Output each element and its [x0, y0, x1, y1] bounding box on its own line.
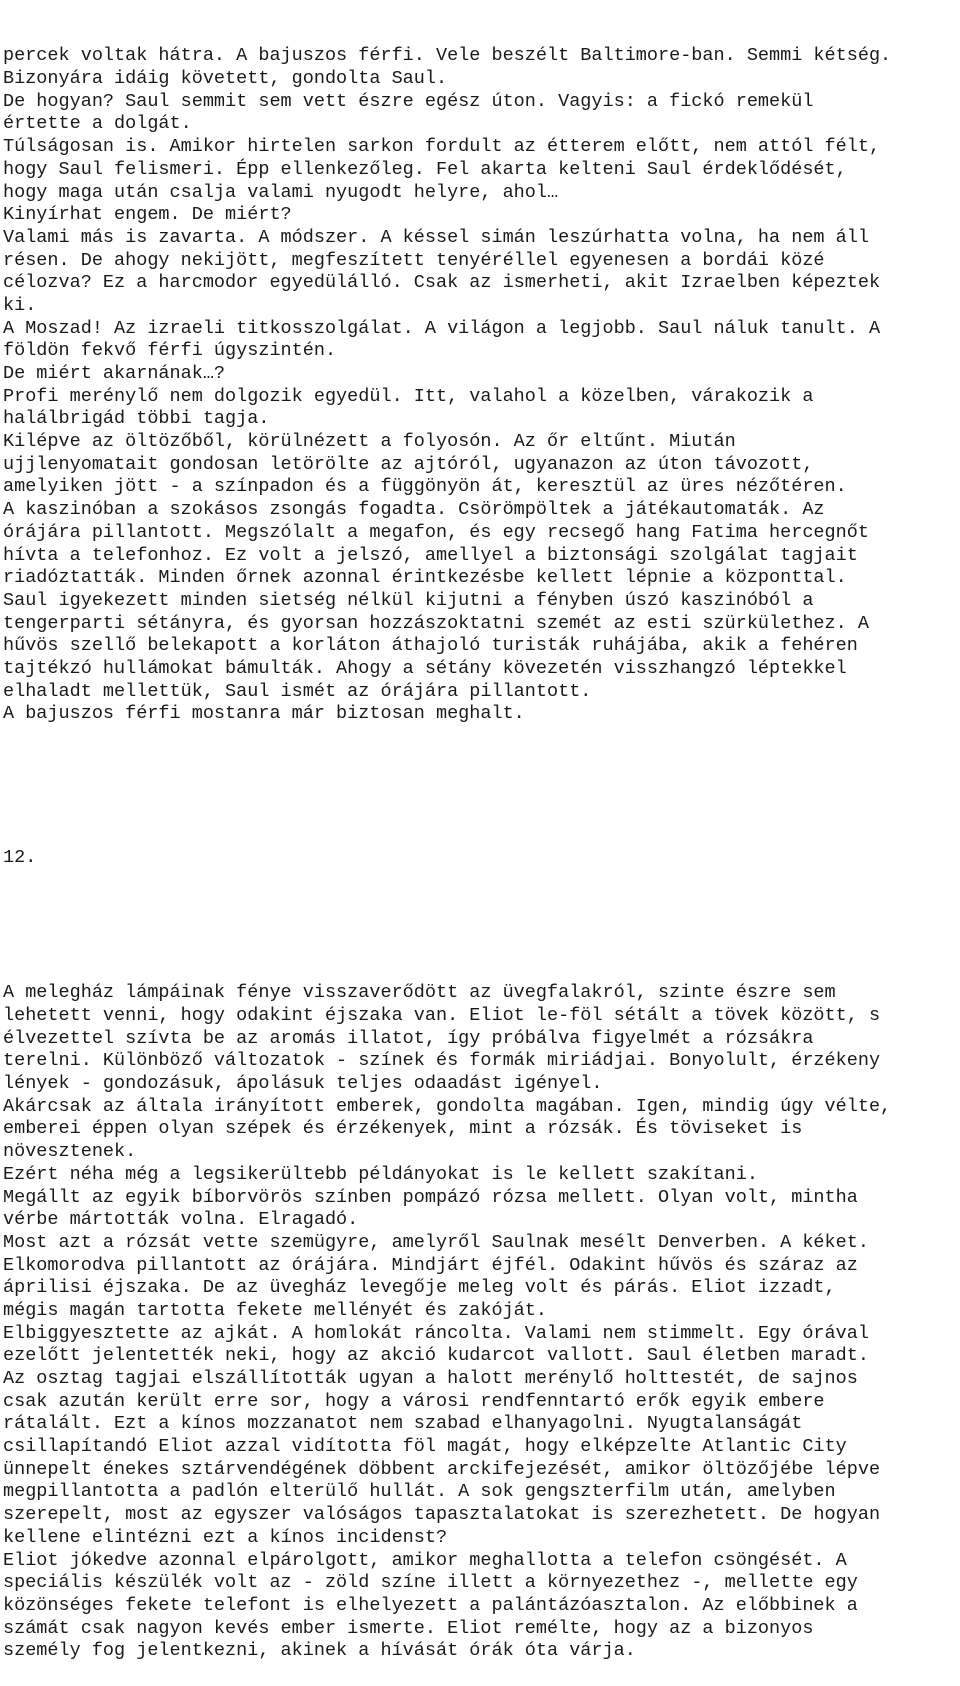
text-line: közönséges fekete telefont is elhelyezett a palántázóasztalon. Az előbbinek a — [3, 1594, 858, 1616]
spacer — [3, 915, 957, 937]
text-line: növesztenek. — [3, 1141, 137, 1163]
text-line: értette a dolgát. — [3, 113, 192, 135]
text-line: A kaszinóban a szokásos zsongás fogadta. Csörömpöltek a játékautomaták. Az — [3, 499, 825, 521]
spacer — [3, 771, 957, 801]
text-line: csillapítandó Eliot azzal vidította föl magát, hogy elképzelte Atlantic City — [3, 1436, 847, 1458]
text-line: Elbiggyesztette az ajkát. A homlokát ráncolta. Valami nem stimmelt. Egy órával — [3, 1322, 869, 1344]
text-line: Profi merénylő nem dolgozik egyedül. Itt, valahol a közelben, várakozik a — [3, 385, 814, 407]
chapter-number: 12. — [3, 846, 37, 868]
text-line: ujjlenyomatait gondosan letörölte az ajtóról, ugyanazon az úton távozott, — [3, 453, 814, 475]
text-line: számát csak nagyon kevés ember ismerte. Eliot remélte, hogy az a bizonyos — [3, 1617, 814, 1639]
text-line: hogy maga után csalja valami nyugodt helyre, ahol… — [3, 181, 559, 203]
text-line: résen. De ahogy nekijött, megfeszített tenyéréllel egyenesen a bordái közé — [3, 249, 825, 271]
text-line: Valami más is zavarta. A módszer. A késsel simán leszúrhatta volna, ha nem áll — [3, 226, 869, 248]
text-line: megpillantotta a padlón elterülő hullát. A sok gengszterfilm után, amelyben — [3, 1481, 836, 1503]
text-line: Az osztag tagjai elszállították ugyan a halott merénylő holttestét, de sajnos — [3, 1368, 858, 1390]
text-line: Eliot jókedve azonnal elpárolgott, amikor meghallotta a telefon csöngését. A — [3, 1549, 847, 1571]
text-line: amelyiken jött - a színpadon és a függönyön át, keresztül az üres nézőtéren. — [3, 476, 847, 498]
text-line: Kinyírhat engem. De miért? — [3, 204, 292, 226]
text-line: elhaladt mellettük, Saul ismét az órájára pillantott. — [3, 680, 592, 702]
text-line: vérbe mártották volna. Elragadó. — [3, 1209, 359, 1231]
text-line: mégis magán tartotta fekete mellényét és zakóját. — [3, 1299, 547, 1321]
text-line: Akárcsak az általa irányított emberek, gondolta magában. Igen, mindig úgy vélte, — [3, 1095, 892, 1117]
text-line: ünnepelt énekes sztárvendégének döbbent arckifejezését, amikor öltözőjébe lépve — [3, 1458, 881, 1480]
text-line: földön fekvő férfi úgyszintén. — [3, 340, 337, 362]
text-line: rátalált. Ezt a kínos mozzanatot nem szabad elhanyagolni. Nyugtalanságát — [3, 1413, 803, 1435]
text-line: Kilépve az öltözőből, körülnézett a folyosón. Az őr eltűnt. Miután — [3, 431, 736, 453]
text-line: Megállt az egyik bíborvörös színben pompázó rózsa mellett. Olyan volt, mintha — [3, 1186, 858, 1208]
text-line: hívta a telefonhoz. Ez volt a jelszó, amellyel a biztonsági szolgálat tagjait — [3, 544, 858, 566]
text-line: csak azután került erre sor, hogy a városi rendfenntartó erők egyik embere — [3, 1390, 825, 1412]
text-line: Saul igyekezett minden sietség nélkül kijutni a fényben úszó kaszinóból a — [3, 589, 814, 611]
text-line: De miért akarnának…? — [3, 363, 226, 385]
text-line: A Moszad! Az izraeli titkosszolgálat. A világon a legjobb. Saul náluk tanult. A — [3, 317, 881, 339]
text-line: emberei éppen olyan szépek és érzékenyek, mint a rózsák. És töviseket is — [3, 1118, 803, 1140]
text-line: lények - gondozásuk, ápolásuk teljes odaadást igényel. — [3, 1073, 603, 1095]
document-page — [3, 0, 957, 1686]
text-line: speciális készülék volt az - zöld színe illett a környezethez -, mellette egy — [3, 1572, 858, 1594]
text-line: áprilisi éjszaka. De az üvegház levegője meleg volt és párás. Eliot izzadt, — [3, 1277, 836, 1299]
text-line: hűvös szellő belekapott a korláton áthajoló turisták ruhájába, akik a fehéren — [3, 635, 858, 657]
text-line: terelni. Különböző változatok - színek és formák miriádjai. Bonyolult, érzékeny — [3, 1050, 881, 1072]
text-line: halálbrigád többi tagja. — [3, 408, 270, 430]
text-line: De hogyan? Saul semmit sem vett észre egész úton. Vagyis: a fickó remekül — [3, 90, 814, 112]
section-two — [3, 982, 957, 1663]
text-line: Ezért néha még a legsikerültebb példányokat is le kellett szakítani. — [3, 1163, 758, 1185]
text-line: Túlságosan is. Amikor hirtelen sarkon fordult az étterem előtt, nem attól félt, — [3, 136, 881, 158]
text-line: ezelőtt jelentették neki, hogy az akció kudarcot vallott. Saul életben maradt. — [3, 1345, 869, 1367]
text-line: A melegház lámpáinak fénye visszaverődött az üvegfalakról, szinte észre sem — [3, 982, 836, 1004]
text-line: szerepelt, most az egyszer valóságos tapasztalatokat is szerezhetett. De hogyan — [3, 1504, 881, 1526]
text-line: Bizonyára idáig követett, gondolta Saul. — [3, 68, 448, 90]
text-line: lehetett venni, hogy odakint éjszaka van. Eliot le-föl sétált a tövek között, s — [3, 1005, 881, 1027]
text-line: tengerparti sétányra, és gyorsan hozzászoktatni szemét az esti szürkülethez. A — [3, 612, 869, 634]
text-line: kellene elintézni ezt a kínos incidenst? — [3, 1526, 448, 1548]
text-line: Elkomorodva pillantott az órájára. Mindjárt éjfél. Odakint hűvös és száraz az — [3, 1254, 858, 1276]
text-line: tajtékzó hullámokat bámulták. Ahogy a sétány kövezetén visszhangzó léptekkel — [3, 657, 847, 679]
text-line: A bajuszos férfi mostanra már biztosan meghalt. — [3, 703, 525, 725]
text-line: percek voltak hátra. A bajuszos férfi. Vele beszélt Baltimore-ban. Semmi kétség. — [3, 45, 892, 67]
text-line: élvezettel szívta be az aromás illatot, így próbálva figyelmét a rózsákra — [3, 1027, 814, 1049]
text-line: Most azt a rózsát vette szemügyre, amelyről Saulnak mesélt Denverben. A kéket. — [3, 1231, 869, 1253]
section-one — [3, 45, 957, 726]
text-line: célozva? Ez a harcmodor egyedülálló. Csak az ismerheti, akit Izraelben képeztek — [3, 272, 881, 294]
text-line: órájára pillantott. Megszólalt a megafon, és egy recsegő hang Fatima hercegnőt — [3, 521, 869, 543]
text-line: személy fog jelentkezni, akinek a hívását órák óta várja. — [3, 1640, 636, 1662]
text-line: ki. — [3, 294, 37, 316]
text-line: hogy Saul felismeri. Épp ellenkezőleg. Fel akarta kelteni Saul érdeklődését, — [3, 158, 847, 180]
text-line: riadóztatták. Minden őrnek azonnal érintkezésbe kellett lépnie a központtal. — [3, 567, 847, 589]
